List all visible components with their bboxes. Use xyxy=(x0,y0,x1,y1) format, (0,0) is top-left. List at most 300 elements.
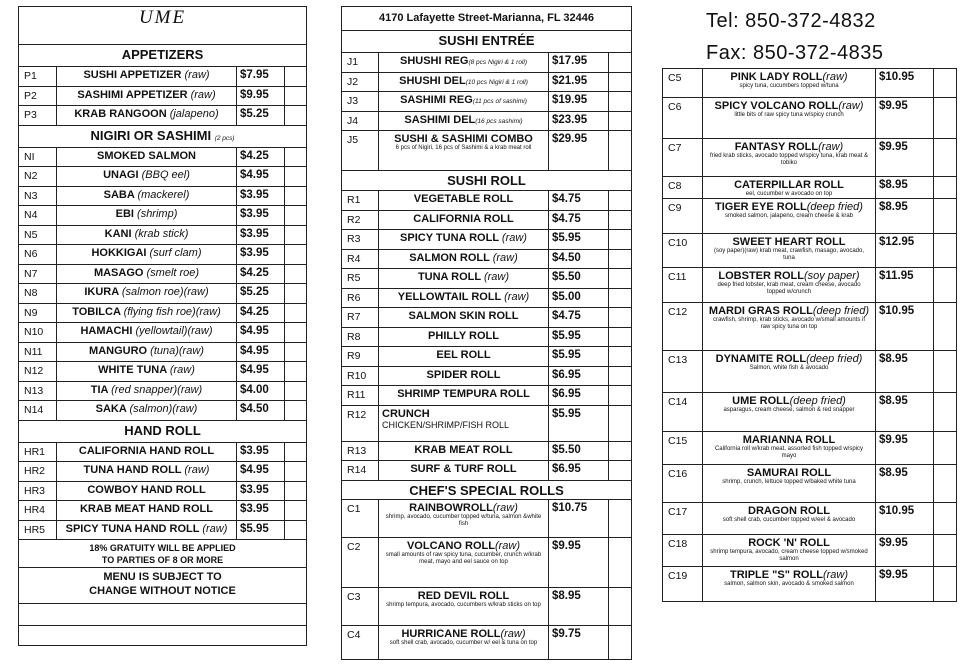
item-price: $6.95 xyxy=(549,461,609,481)
blank-cell xyxy=(609,308,632,328)
blank-cell xyxy=(285,442,307,462)
item-code: HR4 xyxy=(19,501,57,521)
item-price: $3.95 xyxy=(237,481,285,501)
item-price: $7.95 xyxy=(237,67,285,87)
item-code: R4 xyxy=(342,249,379,269)
item-price: $5.25 xyxy=(237,106,285,126)
menu-item-row xyxy=(342,288,632,308)
right-menu-panel xyxy=(662,68,956,602)
item-price: $9.95 xyxy=(876,139,934,177)
item-name-cell xyxy=(379,191,549,211)
item-note: (raw) xyxy=(492,251,518,264)
item-note: CHICKEN/SHRIMP/FISH ROLL xyxy=(382,419,510,430)
item-code: R1 xyxy=(342,191,379,211)
item-name: YELLOWTAIL ROLL xyxy=(397,290,502,303)
item-description: California roll w/krab meat, assorted fish topped w/spicy mayo xyxy=(714,446,864,459)
item-price: $3.95 xyxy=(237,245,285,265)
item-name-cell xyxy=(57,362,237,382)
item-price: $5.25 xyxy=(237,284,285,304)
item-name: SHRIMP TEMPURA ROLL xyxy=(397,388,530,400)
item-description: salmon, salmon skin, avocado & smoked salmon xyxy=(724,581,854,587)
item-note: (yellowtail)(raw) xyxy=(135,325,213,337)
item-code: J2 xyxy=(342,72,379,92)
item-price: $4.95 xyxy=(237,342,285,362)
item-code: J4 xyxy=(342,111,379,131)
blank-cell xyxy=(285,362,307,382)
blank-cell xyxy=(285,481,307,501)
item-code: N12 xyxy=(19,362,57,382)
item-description: shrimp tempura, avocado, cream cheese topped w/smoked salmon xyxy=(710,549,868,562)
item-price: $9.95 xyxy=(876,567,934,602)
item-price: $3.95 xyxy=(237,442,285,462)
item-description: spicy tuna, cucumbers topped w/tuna xyxy=(739,83,839,89)
item-description: soft shell crab, cucumber topped w/eel & avocado xyxy=(722,517,856,523)
item-code: J5 xyxy=(342,131,379,171)
item-note: (flying fish roe)(raw) xyxy=(123,305,221,318)
item-price: $4.00 xyxy=(237,381,285,401)
item-price: $5.00 xyxy=(549,288,609,308)
item-code: C3 xyxy=(342,587,379,625)
item-name: SALMON ROLL xyxy=(409,251,490,264)
menu-item-row xyxy=(342,625,632,659)
menu-item-row xyxy=(663,268,957,303)
blank-cell xyxy=(609,441,632,461)
item-name-cell xyxy=(379,347,549,367)
item-price: $4.95 xyxy=(237,362,285,382)
menu-item-row xyxy=(342,461,632,481)
item-note: (red snapper)(raw) xyxy=(111,383,203,396)
item-name-cell xyxy=(379,405,549,441)
item-note: (raw) xyxy=(818,141,844,153)
blank-cell xyxy=(934,465,957,503)
item-name-cell xyxy=(703,303,876,351)
item-price: $4.50 xyxy=(237,401,285,421)
blank-cell xyxy=(934,351,957,393)
blank-cell xyxy=(934,303,957,351)
entree-header-text: SUSHI ENTRÉE xyxy=(438,33,535,48)
menu-item-row xyxy=(663,139,957,177)
item-name-cell xyxy=(57,206,237,226)
item-code: C17 xyxy=(663,503,703,535)
item-name-cell xyxy=(57,167,237,187)
change-notice xyxy=(19,568,307,604)
item-price: $17.95 xyxy=(549,53,609,73)
item-name: SASHIMI APPETIZER xyxy=(77,88,188,101)
item-price: $4.25 xyxy=(237,264,285,284)
item-name: TOBILCA xyxy=(72,305,121,318)
menu-item-row xyxy=(19,303,307,323)
item-price: $5.50 xyxy=(549,269,609,289)
item-name: KRAB MEAT HAND ROLL xyxy=(79,503,213,515)
appetizers-header-text: APPETIZERS xyxy=(121,47,204,62)
item-price: $6.95 xyxy=(549,386,609,406)
menu-item-row xyxy=(663,393,957,432)
item-code: R14 xyxy=(342,461,379,481)
item-code: J3 xyxy=(342,92,379,112)
blank-cell xyxy=(285,167,307,187)
menu-item-row xyxy=(342,249,632,269)
item-name: PINK LADY ROLL xyxy=(730,71,823,83)
address-row xyxy=(342,7,632,31)
blank-cell xyxy=(934,393,957,432)
item-name-cell xyxy=(57,520,237,540)
item-note: (raw) xyxy=(504,290,530,303)
item-code: R10 xyxy=(342,366,379,386)
item-name: SASHIMI DEL xyxy=(404,113,476,126)
blank-cell xyxy=(285,86,307,106)
blank-cell xyxy=(934,98,957,139)
item-name: SAMURAI ROLL xyxy=(746,467,832,479)
blank-cell xyxy=(934,268,957,303)
right-menu-table xyxy=(662,68,957,602)
item-price: $29.95 xyxy=(549,131,609,171)
gratuity-note-line: TO PARTIES OF 8 OR MORE xyxy=(101,555,224,565)
blank-cell xyxy=(285,264,307,284)
item-name: RED DEVIL ROLL xyxy=(417,589,510,602)
item-price: $10.75 xyxy=(549,499,609,537)
item-name: SUSHI & SASHIMI COMBO xyxy=(394,133,533,145)
item-code: C8 xyxy=(663,177,703,199)
item-name-cell xyxy=(703,177,876,199)
item-code: R13 xyxy=(342,441,379,461)
item-code: C4 xyxy=(342,625,379,659)
item-name: WHITE TUNA xyxy=(98,364,167,376)
menu-item-row xyxy=(342,92,632,112)
blank-cell xyxy=(609,92,632,112)
menu-item-row xyxy=(342,327,632,347)
item-name-cell xyxy=(703,268,876,303)
menu-item-row xyxy=(19,401,307,421)
item-name-cell xyxy=(57,342,237,362)
item-code: R6 xyxy=(342,288,379,308)
item-price: $5.95 xyxy=(549,230,609,250)
menu-item-row xyxy=(663,98,957,139)
item-price: $9.95 xyxy=(876,98,934,139)
item-name: KRAB RANGOON xyxy=(74,108,167,120)
blank-cell xyxy=(609,625,632,659)
item-code: N10 xyxy=(19,323,57,343)
item-note: (raw) xyxy=(169,364,195,376)
item-code: N6 xyxy=(19,245,57,265)
item-code: C18 xyxy=(663,535,703,567)
menu-item-row xyxy=(342,230,632,250)
item-name: SASHIMI REG xyxy=(400,94,473,106)
item-name-cell xyxy=(57,501,237,521)
item-name-cell xyxy=(57,245,237,265)
gratuity-note-line: 18% GRATUITY WILL BE APPLIED xyxy=(89,543,236,553)
item-name: KRAB MEAT ROLL xyxy=(414,443,513,456)
item-code: R2 xyxy=(342,210,379,230)
item-name: CRUNCH xyxy=(382,407,430,420)
menu-item-row xyxy=(342,308,632,328)
blank-cell xyxy=(285,186,307,206)
item-description: shrimp, crunch, lettuce topped w/baked white tuna xyxy=(722,479,856,485)
item-note: (salmon)(raw) xyxy=(129,403,198,415)
item-name-cell xyxy=(379,288,549,308)
item-description: shrimp tempura, avocado, cucumbers w/krab sticks on top xyxy=(386,601,541,608)
item-name-cell xyxy=(57,225,237,245)
blank-cell xyxy=(609,327,632,347)
item-name: FANTASY ROLL xyxy=(734,141,819,153)
menu-item-row xyxy=(19,206,307,226)
menu-item-row xyxy=(19,284,307,304)
change-notice-line: CHANGE WITHOUT NOTICE xyxy=(89,585,236,597)
item-price: $3.95 xyxy=(237,186,285,206)
item-name: TIA xyxy=(90,383,109,396)
item-name-cell xyxy=(379,230,549,250)
item-name-cell xyxy=(57,323,237,343)
blank-cell xyxy=(285,342,307,362)
blank-cell xyxy=(285,401,307,421)
menu-item-row xyxy=(663,199,957,234)
item-name: KANI xyxy=(104,227,132,240)
menu-item-row xyxy=(19,186,307,206)
menu-item-row xyxy=(342,405,632,441)
item-name-cell xyxy=(703,393,876,432)
blank-cell xyxy=(609,537,632,587)
menu-item-row xyxy=(19,106,307,126)
handroll-header xyxy=(19,420,307,442)
item-name: DRAGON ROLL xyxy=(748,505,830,517)
blank-cell xyxy=(285,520,307,540)
item-name-cell xyxy=(703,503,876,535)
menu-item-row xyxy=(663,303,957,351)
item-note: (BBQ eel) xyxy=(141,169,190,181)
entree-header xyxy=(342,31,632,53)
item-price: $9.75 xyxy=(549,625,609,659)
item-name-cell xyxy=(703,351,876,393)
menu-item-row xyxy=(663,535,957,567)
blank-cell xyxy=(609,288,632,308)
menu-item-row xyxy=(19,245,307,265)
menu-item-row xyxy=(19,462,307,482)
item-code: R5 xyxy=(342,269,379,289)
menu-item-row xyxy=(663,177,957,199)
blank-cell xyxy=(609,386,632,406)
menu-item-row xyxy=(342,441,632,461)
item-name: LOBSTER ROLL xyxy=(718,270,804,282)
menu-item-row xyxy=(19,501,307,521)
blank-cell xyxy=(934,139,957,177)
blank-cell xyxy=(609,461,632,481)
handroll-header-text: HAND ROLL xyxy=(124,422,201,438)
blank-cell xyxy=(609,249,632,269)
blank-cell xyxy=(934,567,957,602)
item-code: C5 xyxy=(663,69,703,98)
blank-cell xyxy=(285,303,307,323)
nigiri-header-subtitle: (2 pcs) xyxy=(214,134,235,142)
item-note: (krab stick) xyxy=(134,227,189,240)
menu-item-row xyxy=(19,381,307,401)
item-note: (tuna)(raw) xyxy=(150,344,204,357)
menu-item-row xyxy=(342,269,632,289)
phone-number: Tel: 850-372-4832 xyxy=(706,10,876,32)
item-note: (soy paper) xyxy=(803,270,860,282)
item-note: (raw) xyxy=(822,71,848,83)
item-price: $12.95 xyxy=(876,234,934,268)
blank-cell xyxy=(609,347,632,367)
item-code: R12 xyxy=(342,405,379,441)
nigiri-header-text: NIGIRI OR SASHIMI xyxy=(90,127,212,143)
item-name: RAINBOWROLL xyxy=(409,501,493,514)
item-price: $11.95 xyxy=(876,268,934,303)
item-code: P3 xyxy=(19,106,57,126)
item-note: (jalapeno) xyxy=(169,108,219,120)
item-note: (16 pcs sashimi) xyxy=(475,117,523,125)
item-name-cell xyxy=(57,264,237,284)
item-price: $8.95 xyxy=(876,351,934,393)
item-name: SPICY VOLCANO ROLL xyxy=(714,100,839,112)
item-code: R8 xyxy=(342,327,379,347)
item-code: C14 xyxy=(663,393,703,432)
item-name-cell xyxy=(379,499,549,537)
item-name: PHILLY ROLL xyxy=(428,329,499,342)
item-note: (smelt roe) xyxy=(146,266,200,279)
item-price: $9.95 xyxy=(876,432,934,465)
item-name: MASAGO xyxy=(93,266,144,279)
item-note: (raw) xyxy=(838,100,864,112)
item-code: HR5 xyxy=(19,520,57,540)
menu-item-row xyxy=(19,225,307,245)
menu-item-row xyxy=(19,481,307,501)
menu-item-row xyxy=(342,210,632,230)
item-name: SUSHI APPETIZER xyxy=(83,69,182,81)
left-menu-panel xyxy=(18,6,306,646)
item-note: (11 pcs of sashimi) xyxy=(472,98,527,105)
item-price: $8.95 xyxy=(876,393,934,432)
item-price: $4.25 xyxy=(237,303,285,323)
item-name-cell xyxy=(57,67,237,87)
item-code: C16 xyxy=(663,465,703,503)
blank-cell xyxy=(609,405,632,441)
item-name: TIGER EYE ROLL xyxy=(715,201,807,213)
blank-cell xyxy=(609,111,632,131)
item-name: SPICY TUNA ROLL xyxy=(400,232,499,244)
item-name-cell xyxy=(703,465,876,503)
blank-cell xyxy=(285,462,307,482)
item-description: soft shell crab, avocado, cucumber w/ eel & tuna on top xyxy=(389,639,538,646)
item-name-cell xyxy=(57,462,237,482)
item-code: N7 xyxy=(19,264,57,284)
blank-cell xyxy=(609,587,632,625)
blank-cell xyxy=(934,177,957,199)
item-code: P2 xyxy=(19,86,57,106)
item-description: small amounts of raw spicy tuna, cucumber, crunch w/krab meat, mayo and eel sauce on top xyxy=(385,551,542,565)
blank-cell xyxy=(934,199,957,234)
item-name-cell xyxy=(379,131,549,171)
item-name: VOLCANO ROLL xyxy=(406,539,495,552)
chefs-header xyxy=(342,480,632,499)
item-note: (deep fried) xyxy=(806,201,863,213)
sushiroll-header xyxy=(342,171,632,191)
item-name: SWEET HEART ROLL xyxy=(732,236,846,248)
item-code: N9 xyxy=(19,303,57,323)
item-code: C15 xyxy=(663,432,703,465)
blank-cell xyxy=(285,284,307,304)
item-code: N8 xyxy=(19,284,57,304)
item-name: DYNAMITE ROLL xyxy=(715,353,807,365)
item-name-cell xyxy=(57,303,237,323)
item-name-cell xyxy=(57,401,237,421)
item-code: C9 xyxy=(663,199,703,234)
menu-item-row xyxy=(342,131,632,171)
menu-item-row xyxy=(342,53,632,73)
item-name-cell xyxy=(57,86,237,106)
appetizers-header xyxy=(19,45,307,67)
blank-cell xyxy=(609,499,632,537)
item-price: $4.95 xyxy=(237,323,285,343)
item-note: (shrimp) xyxy=(137,208,178,220)
blank-cell xyxy=(285,245,307,265)
item-price: $4.75 xyxy=(549,210,609,230)
item-name: HAMACHI xyxy=(80,325,133,337)
item-name: COWBOY HAND ROLL xyxy=(87,483,206,496)
item-note: (raw) xyxy=(500,627,526,640)
logo-row xyxy=(19,7,307,45)
blank-cell xyxy=(609,191,632,211)
middle-menu-table xyxy=(341,6,632,660)
blank-cell xyxy=(609,269,632,289)
item-code: N14 xyxy=(19,401,57,421)
item-code: R7 xyxy=(342,308,379,328)
menu-item-row xyxy=(663,465,957,503)
item-price: $10.95 xyxy=(876,303,934,351)
item-price: $3.95 xyxy=(237,225,285,245)
menu-item-row xyxy=(663,567,957,602)
item-name-cell xyxy=(57,381,237,401)
item-code: N5 xyxy=(19,225,57,245)
menu-item-row xyxy=(19,264,307,284)
item-name-cell xyxy=(703,98,876,139)
item-name: SHUSHI DEL xyxy=(399,74,466,87)
middle-menu-panel xyxy=(341,6,631,660)
item-name-cell xyxy=(703,69,876,98)
item-name: TUNA ROLL xyxy=(417,271,481,283)
item-code: NI xyxy=(19,147,57,167)
item-name: CATERPILLAR ROLL xyxy=(734,179,844,191)
item-description: crawfish, shrimp, krab sticks, avocado w/small amounts if raw spicy tuna on top xyxy=(712,317,866,330)
blank-cell xyxy=(285,147,307,167)
item-name-cell xyxy=(57,106,237,126)
item-price: $4.95 xyxy=(237,462,285,482)
item-code: J1 xyxy=(342,53,379,73)
blank-cell xyxy=(285,106,307,126)
blank-cell xyxy=(285,381,307,401)
blank-cell xyxy=(934,432,957,465)
item-name: UME ROLL xyxy=(732,395,790,407)
item-note: (mackerel) xyxy=(137,188,190,201)
item-name-cell xyxy=(57,284,237,304)
menu-item-row xyxy=(663,69,957,98)
item-note: (raw) xyxy=(501,232,527,244)
item-code: HR3 xyxy=(19,481,57,501)
blank-cell xyxy=(609,366,632,386)
item-price: $4.50 xyxy=(549,249,609,269)
item-name-cell xyxy=(379,92,549,112)
sushiroll-header-text: SUSHI ROLL xyxy=(447,173,526,188)
item-description: Salmon, white fish & avocado xyxy=(749,365,829,371)
item-price: $5.50 xyxy=(549,441,609,461)
blank-cell xyxy=(934,535,957,567)
item-price: $6.95 xyxy=(549,366,609,386)
chefs-header-text: CHEF'S SPECIAL ROLLS xyxy=(409,482,564,498)
item-name-cell xyxy=(379,366,549,386)
item-note: (10 pcs Nigiri & 1 roll) xyxy=(465,78,528,86)
menu-item-row xyxy=(19,167,307,187)
item-code: C13 xyxy=(663,351,703,393)
menu-item-row xyxy=(342,347,632,367)
nigiri-header xyxy=(19,125,307,147)
